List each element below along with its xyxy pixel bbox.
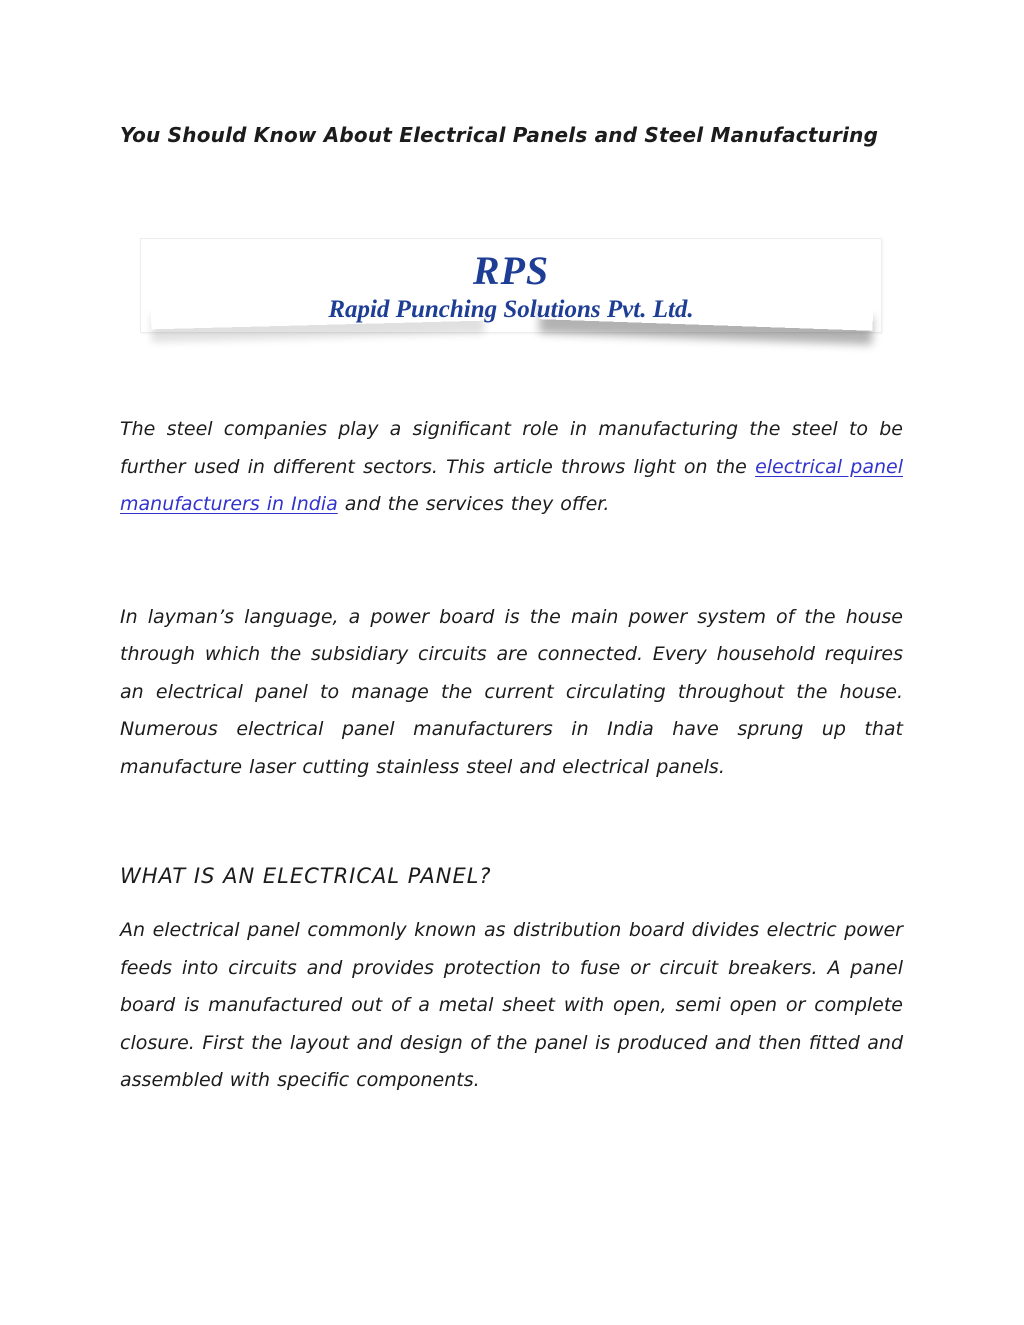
logo-acronym: RPS [472,248,550,293]
what-is-paragraph: An electrical panel commonly known as distribution board divides electric power feeds into circuits and provides protection to fuse or circuit breakers. A panel board is manufactured out of a metal sheet with open, semi open or complete closure. First the layout and design of the panel is produced and then fitted and assembled with specific components. [120,919,903,1091]
logo-company-name: Rapid Punching Solutions Pvt. Ltd. [328,296,694,323]
layman-paragraph: In layman’s language, a power board is the main power system of the house through which the subsidiary circuits are connected. Every household requires an electrical panel to manage the current circulating throughout the house. Numerous electrical panel manufacturers in India have sprung up that manufacture laser cutting stainless steel and electrical panels. [120,605,903,778]
logo-banner [140,238,882,333]
intro-text-before-link: The steel companies play a significant role in manufacturing the steel to be further used in different sectors. This article throws light on the [120,418,903,478]
page-title: You Should Know About Electrical Panels and Steel Manufacturing [120,123,879,147]
document-page [0,118,1024,1325]
link-electrical-panel-manufacturers[interactable]: electrical panel manufacturers in India [120,455,904,515]
intro-paragraph [120,411,903,524]
intro-text-after-link: and the services they offer. [337,493,610,515]
section-heading: WHAT IS AN ELECTRICAL PANEL? [120,864,492,888]
